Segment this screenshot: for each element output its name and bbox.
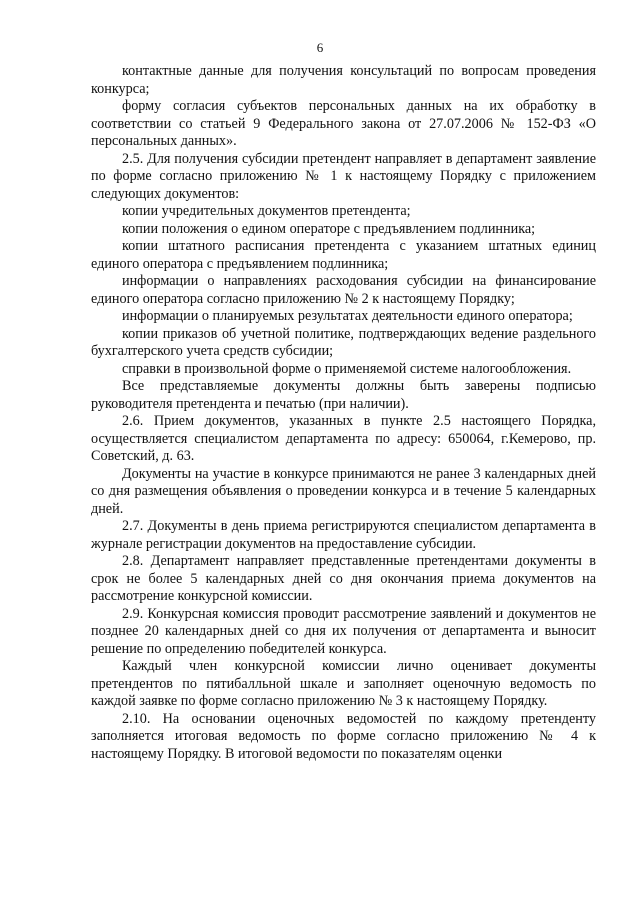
paragraph-member-evaluation: Каждый член конкурсной комиссии лично оценивает документы претендентов по пятибалльной шкале и заполняет оценочную ведомость по каждой заявке по форме согласно приложению № 3 к настоящему Порядку. <box>91 658 596 709</box>
paragraph-submission-period: Документы на участие в конкурсе принимаются не ранее 3 календарных дней со дня размещения объявления о проведении конкурса и в течение 5 календарных дней. <box>91 465 596 517</box>
paragraph-2-8: 2.8. Департамент направляет представленные претендентами документы в срок не более 5 календарных дней со дня окончания приема документов на рассмотрение конкурсной комиссии. <box>91 553 596 604</box>
paragraph-2-5: 2.5. Для получения субсидии претендент направляет в департамент заявление по форме согласно приложению № 1 к настоящему Порядку с приложением следующих документов: <box>91 150 596 202</box>
paragraph-certification: Все представляемые документы должны быть заверены подписью руководителя претендента и печатью (при наличии). <box>91 378 596 412</box>
paragraph-2-6: 2.6. Прием документов, указанных в пункте 2.5 настоящего Порядка, осуществляется специалистом департамента по адресу: 650064, г.Кемерово, пр. Советский, д. 63. <box>91 413 596 464</box>
paragraph-2-9: 2.9. Конкурсная комиссия проводит рассмотрение заявлений и документов не позднее 20 календарных дней со дня их получения от департамента и выносит решение по определению победителей конкурса. <box>91 605 596 657</box>
list-item-accounting-policy: копии приказов об учетной политике, подтверждающих ведение раздельного бухгалтерского учета средств субсидии; <box>91 325 596 359</box>
list-item-operator-regulation: копии положения о едином операторе с предъявлением подлинника; <box>122 220 536 237</box>
paragraph-consent-form: форму согласия субъектов персональных данных на их обработку в соответствии со статьей 9 Федерального закона от 27.07.2006 № 152-ФЗ «О персональных данных». <box>91 98 596 149</box>
document-body <box>91 63 596 763</box>
list-item-tax-system: справки в произвольной форме о применяемой системе налогообложения. <box>122 360 572 377</box>
paragraph-2-10: 2.10. На основании оценочных ведомостей по каждому претенденту заполняется итоговая ведомость по форме согласно приложению № 4 к настоящему Порядку. В итоговой ведомости по показателям оценки <box>91 710 596 762</box>
paragraph-2-7: 2.7. Документы в день приема регистрируются специалистом департамента в журнале регистрации документов на предоставление субсидии. <box>91 518 596 552</box>
page-number: 6 <box>316 40 324 55</box>
list-item-planned-results: информации о планируемых результатах деятельности единого оператора; <box>122 308 573 324</box>
paragraph-contact-data: контактные данные для получения консультаций по вопросам проведения конкурса; <box>91 63 596 97</box>
list-item-founding-docs: копии учредительных документов претендента; <box>122 203 411 219</box>
list-item-staff-schedule: копии штатного расписания претендента с указанием штатных единиц единого оператора с предъявлением подлинника; <box>91 238 596 272</box>
list-item-subsidy-spending: информации о направлениях расходования субсидии на финансирование единого оператора согласно приложению № 2 к настоящему Порядку; <box>91 273 596 307</box>
